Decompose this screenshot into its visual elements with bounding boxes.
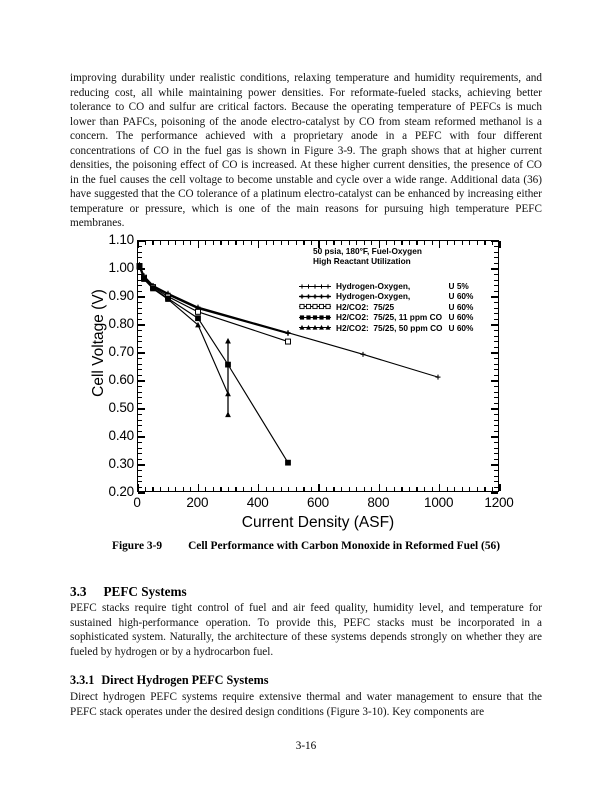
plot-frame bbox=[137, 240, 499, 492]
figure-caption bbox=[70, 540, 542, 552]
section-heading-3-3-1 bbox=[70, 673, 542, 688]
legend-marker-icon bbox=[298, 282, 332, 291]
y-axis-tick-label: 1.00 bbox=[108, 260, 134, 275]
y-axis-tick-label: 0.60 bbox=[108, 372, 134, 387]
section-title-3-3: PEFC Systems bbox=[103, 584, 187, 599]
y-axis-tick-label: 0.50 bbox=[108, 400, 134, 415]
data-point-marker-open-square bbox=[286, 339, 291, 344]
chart-legend bbox=[298, 281, 489, 333]
legend-series-name: H2/CO2: bbox=[336, 322, 369, 333]
legend-entry-0 bbox=[298, 281, 489, 291]
legend-marker-icon bbox=[298, 323, 332, 332]
legend-series-utilization: U 60% bbox=[448, 322, 474, 333]
chart-series-layer bbox=[138, 241, 498, 491]
x-axis-tick-label: 400 bbox=[246, 495, 269, 510]
data-point-marker-filled-square bbox=[286, 460, 291, 465]
series-line-3 bbox=[140, 267, 288, 463]
section-body-3-3: PEFC stacks require tight control of fuel and air feed quality, humidity level, and temperature for sustained high-performance operation. To provide this, PEFC stacks must be incorporated in a sophisticated system. Naturally, the architecture of these systems depends strongly on whether they are fueled by hydrogen or by a hydrocarbon fuel. bbox=[70, 602, 542, 658]
legend-series-utilization: U 60% bbox=[448, 291, 474, 302]
data-point-marker-plus-bold bbox=[286, 331, 291, 336]
y-axis-tick-label: 0.70 bbox=[108, 344, 134, 359]
legend-entry-1 bbox=[298, 291, 489, 301]
section-heading-3-3 bbox=[70, 584, 542, 600]
data-point-marker-filled-square bbox=[196, 316, 201, 321]
y-tick-minor-right bbox=[494, 492, 498, 493]
y-axis-tick-label: 1.10 bbox=[108, 232, 134, 247]
chart-annotation-line-1: 50 psia, 180°F, Fuel-Oxygen bbox=[313, 246, 422, 256]
x-tick-minor-top bbox=[499, 241, 500, 245]
y-axis-title: Cell Voltage (V) bbox=[90, 289, 107, 397]
legend-series-name: Hydrogen-Oxygen, bbox=[336, 281, 411, 291]
legend-series-condition: 75/25 bbox=[368, 301, 395, 312]
legend-series-name: Hydrogen-Oxygen, bbox=[336, 291, 411, 302]
legend-series-name: H2/CO2: bbox=[336, 312, 369, 323]
y-axis-tick-label: 0.30 bbox=[108, 456, 134, 471]
section-number-3-3-1: 3.3.1 bbox=[70, 673, 95, 687]
legend-marker-icon bbox=[298, 302, 332, 311]
legend-series-utilization: U 5% bbox=[448, 281, 469, 291]
x-axis-tick-label: 1000 bbox=[424, 495, 454, 510]
section-title-3-3-1: Direct Hydrogen PEFC Systems bbox=[101, 673, 269, 687]
figure-3-9 bbox=[70, 229, 542, 532]
legend-series-utilization: U 60% bbox=[448, 301, 474, 312]
data-point-marker-plus bbox=[361, 352, 366, 357]
legend-series-name: H2/CO2: bbox=[336, 301, 369, 312]
legend-entry-4 bbox=[298, 323, 489, 333]
legend-series-condition: 75/25, 11 ppm CO bbox=[368, 312, 443, 323]
y-axis-tick-label: 0.40 bbox=[108, 428, 134, 443]
figure-caption-text: Cell Performance with Carbon Monoxide in Reformed Fuel (56) bbox=[188, 540, 500, 552]
data-point-marker-open-square bbox=[196, 309, 201, 314]
x-axis-tick-label: 0 bbox=[133, 495, 141, 510]
chart-canvas bbox=[70, 229, 542, 532]
section-number-3-3: 3.3 bbox=[70, 584, 87, 599]
section-body-3-3-1: Direct hydrogen PEFC systems require extensive thermal and water management to ensure that the PEFC stack operates under the desired design conditions (Figure 3-10). Key components are bbox=[70, 691, 542, 718]
chart-annotation bbox=[313, 246, 422, 266]
x-tick-minor bbox=[499, 487, 500, 491]
y-axis-tick-label: 0.90 bbox=[108, 288, 134, 303]
page-number: 3-16 bbox=[295, 740, 317, 752]
x-axis-tick-label: 200 bbox=[186, 495, 209, 510]
chart-annotation-line-2: High Reactant Utilization bbox=[313, 256, 411, 267]
y-axis-tick-label: 0.80 bbox=[108, 316, 134, 331]
y-axis-tick-label: 0.20 bbox=[108, 484, 134, 499]
legend-series-condition: 75/25, 50 ppm CO bbox=[368, 322, 443, 333]
intro-paragraph: improving durability under realistic conditions, relaxing temperature and humidity requirements, and reducing cost, all while maintaining power densities. For reformate-fueled stacks, achieving better tolerance to CO and sulfur are critical factors. Because the operating temperature of PEFCs is much lower than PAFCs, poisoning of the anode electro-catalyst by CO from steam reformed methanol is a concern. The performance achieved with a proprietary anode in a PEFC with four different concentrations of CO in the fuel gas is shown in Figure 3-9. The graph shows that at higher current densities, the poisoning effect of CO is increased. At these higher current densities, the presence of CO in the fuel causes the cell voltage to become unstable and cycle over a wide range. Additional data (36) have suggested that the CO tolerance of a platinum electro-catalyst can be enhanced by increasing either temperature or pressure, which is one of the main reasons for pursuing high temperature PEFC membranes. bbox=[70, 72, 542, 230]
error-bar-0 bbox=[225, 338, 231, 417]
x-axis-tick-label: 600 bbox=[307, 495, 329, 510]
legend-series-utilization: U 60% bbox=[448, 312, 474, 323]
figure-caption-number: Figure 3-9 bbox=[111, 540, 163, 552]
legend-marker-icon bbox=[298, 313, 332, 322]
legend-marker-icon bbox=[298, 292, 332, 301]
x-axis-tick-label: 1200 bbox=[484, 495, 514, 510]
y-tick-minor bbox=[138, 492, 142, 493]
series-line-1 bbox=[140, 265, 288, 333]
x-axis-tick-labels bbox=[133, 495, 514, 513]
legend-entry-3 bbox=[298, 312, 489, 322]
series-line-2 bbox=[140, 266, 288, 342]
data-point-marker-plus bbox=[436, 375, 441, 380]
x-axis-title: Current Density (ASF) bbox=[241, 514, 395, 531]
x-axis-tick-label: 800 bbox=[367, 495, 390, 510]
legend-entry-2 bbox=[298, 302, 489, 312]
